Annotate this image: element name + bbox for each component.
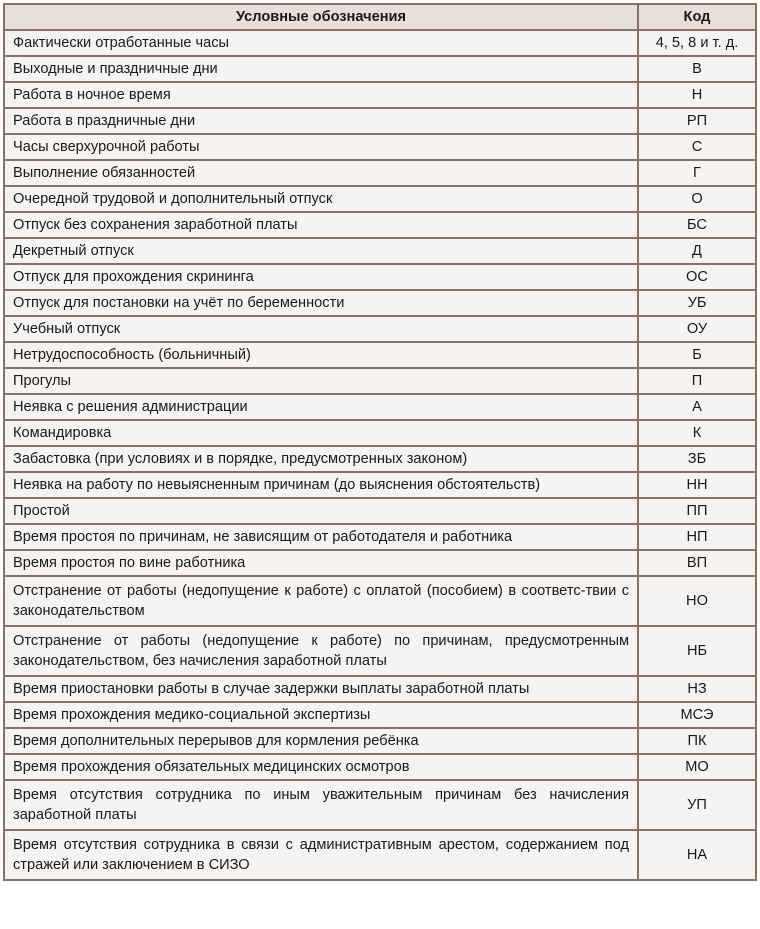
row-description: Отпуск без сохранения заработной платы	[4, 212, 638, 238]
table-row	[4, 134, 756, 160]
row-description: Время прохождения обязательных медицинских осмотров	[4, 754, 638, 780]
table-row	[4, 56, 756, 82]
row-code: О	[638, 186, 756, 212]
row-description: Нетрудоспособность (больничный)	[4, 342, 638, 368]
row-description: Фактически отработанные часы	[4, 30, 638, 56]
row-code: НО	[638, 576, 756, 626]
row-description: Отстранение от работы (недопущение к работе) с оплатой (пособием) в соответс-твии с законодательством	[4, 576, 638, 626]
table-row	[4, 576, 756, 626]
table-row	[4, 420, 756, 446]
row-code: ПП	[638, 498, 756, 524]
table-row	[4, 524, 756, 550]
row-description: Работа в ночное время	[4, 82, 638, 108]
row-description: Время дополнительных перерывов для кормления ребёнка	[4, 728, 638, 754]
table-row	[4, 394, 756, 420]
row-description: Отстранение от работы (недопущение к работе) по причинам, предусмотренным законодательством, без начисления заработной платы	[4, 626, 638, 676]
row-description: Неявка на работу по невыясненным причинам (до выяснения обстоятельств)	[4, 472, 638, 498]
table-row	[4, 702, 756, 728]
table-row	[4, 550, 756, 576]
row-code: ПК	[638, 728, 756, 754]
row-code: Г	[638, 160, 756, 186]
row-code: УП	[638, 780, 756, 830]
table-row	[4, 368, 756, 394]
row-code: Б	[638, 342, 756, 368]
row-description: Забастовка (при условиях и в порядке, предусмотренных законом)	[4, 446, 638, 472]
table-row	[4, 472, 756, 498]
row-code: НЗ	[638, 676, 756, 702]
row-code: НА	[638, 830, 756, 880]
table-row	[4, 212, 756, 238]
table-row	[4, 626, 756, 676]
row-code: Д	[638, 238, 756, 264]
row-description: Отпуск для постановки на учёт по беременности	[4, 290, 638, 316]
table-row	[4, 728, 756, 754]
table-row	[4, 238, 756, 264]
row-description: Время отсутствия сотрудника в связи с административным арестом, содержанием под стражей или заключением в СИЗО	[4, 830, 638, 880]
table-row	[4, 160, 756, 186]
row-description: Время приостановки работы в случае задержки выплаты заработной платы	[4, 676, 638, 702]
row-code: МО	[638, 754, 756, 780]
header-code: Код	[638, 4, 756, 30]
row-description: Часы сверхурочной работы	[4, 134, 638, 160]
row-code: К	[638, 420, 756, 446]
row-code: ЗБ	[638, 446, 756, 472]
row-code: УБ	[638, 290, 756, 316]
row-code: П	[638, 368, 756, 394]
row-code: В	[638, 56, 756, 82]
table-row	[4, 290, 756, 316]
table-row	[4, 780, 756, 830]
row-description: Отпуск для прохождения скрининга	[4, 264, 638, 290]
table-header-row	[4, 4, 756, 30]
row-code: С	[638, 134, 756, 160]
table-row	[4, 316, 756, 342]
table-row	[4, 82, 756, 108]
codes-table	[3, 3, 757, 881]
row-description: Выполнение обязанностей	[4, 160, 638, 186]
row-code: ВП	[638, 550, 756, 576]
row-description: Время прохождения медико-социальной экспертизы	[4, 702, 638, 728]
row-description: Командировка	[4, 420, 638, 446]
row-code: 4, 5, 8 и т. д.	[638, 30, 756, 56]
table-row	[4, 830, 756, 880]
table-body	[4, 30, 756, 880]
table-row	[4, 30, 756, 56]
row-code: БС	[638, 212, 756, 238]
row-description: Работа в праздничные дни	[4, 108, 638, 134]
row-description: Время отсутствия сотрудника по иным уважительным причинам без начисления заработной платы	[4, 780, 638, 830]
row-description: Выходные и праздничные дни	[4, 56, 638, 82]
row-code: МСЭ	[638, 702, 756, 728]
row-description: Декретный отпуск	[4, 238, 638, 264]
table-row	[4, 446, 756, 472]
row-description: Время простоя по вине работника	[4, 550, 638, 576]
row-description: Время простоя по причинам, не зависящим от работодателя и работника	[4, 524, 638, 550]
row-code: НН	[638, 472, 756, 498]
row-code: А	[638, 394, 756, 420]
row-code: Н	[638, 82, 756, 108]
table-row	[4, 264, 756, 290]
row-code: НБ	[638, 626, 756, 676]
table-row	[4, 186, 756, 212]
table-row	[4, 498, 756, 524]
row-code: НП	[638, 524, 756, 550]
row-description: Неявка с решения администрации	[4, 394, 638, 420]
table-row	[4, 342, 756, 368]
header-description: Условные обозначения	[4, 4, 638, 30]
row-code: РП	[638, 108, 756, 134]
table-row	[4, 108, 756, 134]
table-row	[4, 676, 756, 702]
row-description: Очередной трудовой и дополнительный отпуск	[4, 186, 638, 212]
row-code: ОУ	[638, 316, 756, 342]
table-row	[4, 754, 756, 780]
row-description: Простой	[4, 498, 638, 524]
row-description: Учебный отпуск	[4, 316, 638, 342]
row-description: Прогулы	[4, 368, 638, 394]
row-code: ОС	[638, 264, 756, 290]
